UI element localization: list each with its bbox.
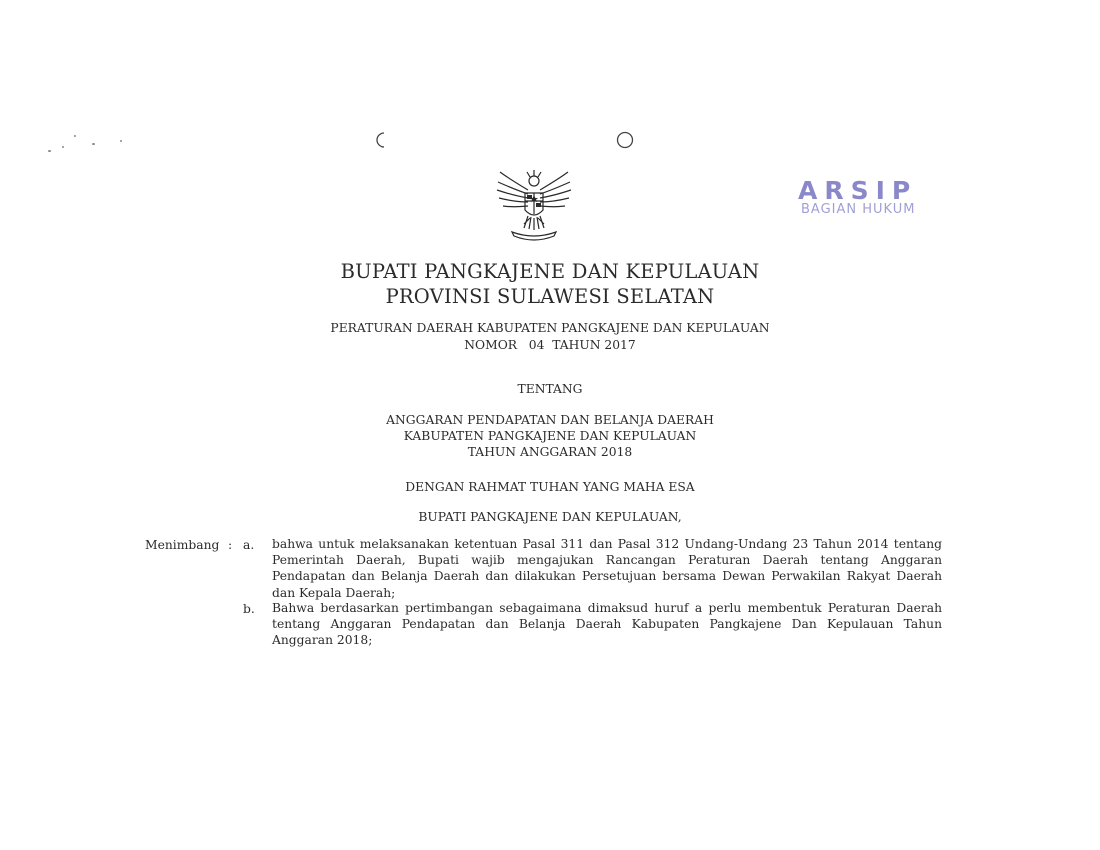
- subject-label: TENTANG: [517, 382, 583, 396]
- consideration-letter: b.: [243, 602, 255, 616]
- scan-speck: [62, 146, 64, 148]
- consideration-text: bahwa untuk melaksanakan ketentuan Pasal 311 dan Pasal 312 Undang-Undang 23 Tahun 2014 tentang Pemerintah Daerah, Bupati wajib mengajukan Rancangan Peraturan Daerah tentang Anggaran Pendapatan dan Belanja Daerah dan dilakukan Persetujuan bersama Dewan Perwakilan Rakyat Daerah dan Kepala Daerah;: [272, 537, 942, 600]
- considerations-colon: :: [228, 538, 233, 552]
- scan-speck: [48, 150, 51, 152]
- regent-line: BUPATI PANGKAJENE DAN KEPULAUAN,: [418, 510, 682, 524]
- punch-hole-right: [616, 131, 634, 149]
- subject-line-2: KABUPATEN PANGKAJENE DAN KEPULAUAN: [403, 429, 697, 443]
- blessing-line: DENGAN RAHMAT TUHAN YANG MAHA ESA: [405, 480, 695, 494]
- scan-speck: [74, 135, 76, 137]
- document-title-line-1: BUPATI PANGKAJENE DAN KEPULAUAN: [340, 260, 760, 283]
- archive-stamp-title: ARSIP: [798, 176, 918, 205]
- garuda-emblem-icon: [494, 168, 574, 242]
- scan-speck: [92, 143, 95, 145]
- consideration-letter: a.: [243, 538, 255, 552]
- scan-speck: [120, 140, 122, 142]
- archive-stamp-subtitle: BAGIAN HUKUM: [801, 202, 916, 217]
- subject-line-3: TAHUN ANGGARAN 2018: [467, 445, 633, 459]
- regulation-name: PERATURAN DAERAH KABUPATEN PANGKAJENE DAN KEPULAUAN: [330, 321, 770, 335]
- regulation-number: NOMOR 04 TAHUN 2017: [464, 338, 636, 352]
- document-title-line-2: PROVINSI SULAWESI SELATAN: [385, 285, 715, 308]
- punch-hole-left: [372, 131, 390, 149]
- considerations-label: Menimbang: [145, 538, 220, 552]
- subject-line-1: ANGGARAN PENDAPATAN DAN BELANJA DAERAH: [386, 413, 714, 427]
- consideration-text: Bahwa berdasarkan pertimbangan sebagaimana dimaksud huruf a perlu membentuk Peraturan Daerah tentang Anggaran Pendapatan dan Belanja Daerah Kabupaten Pangkajene Dan Kepulauan Tahun Anggaran 2018;: [272, 601, 942, 648]
